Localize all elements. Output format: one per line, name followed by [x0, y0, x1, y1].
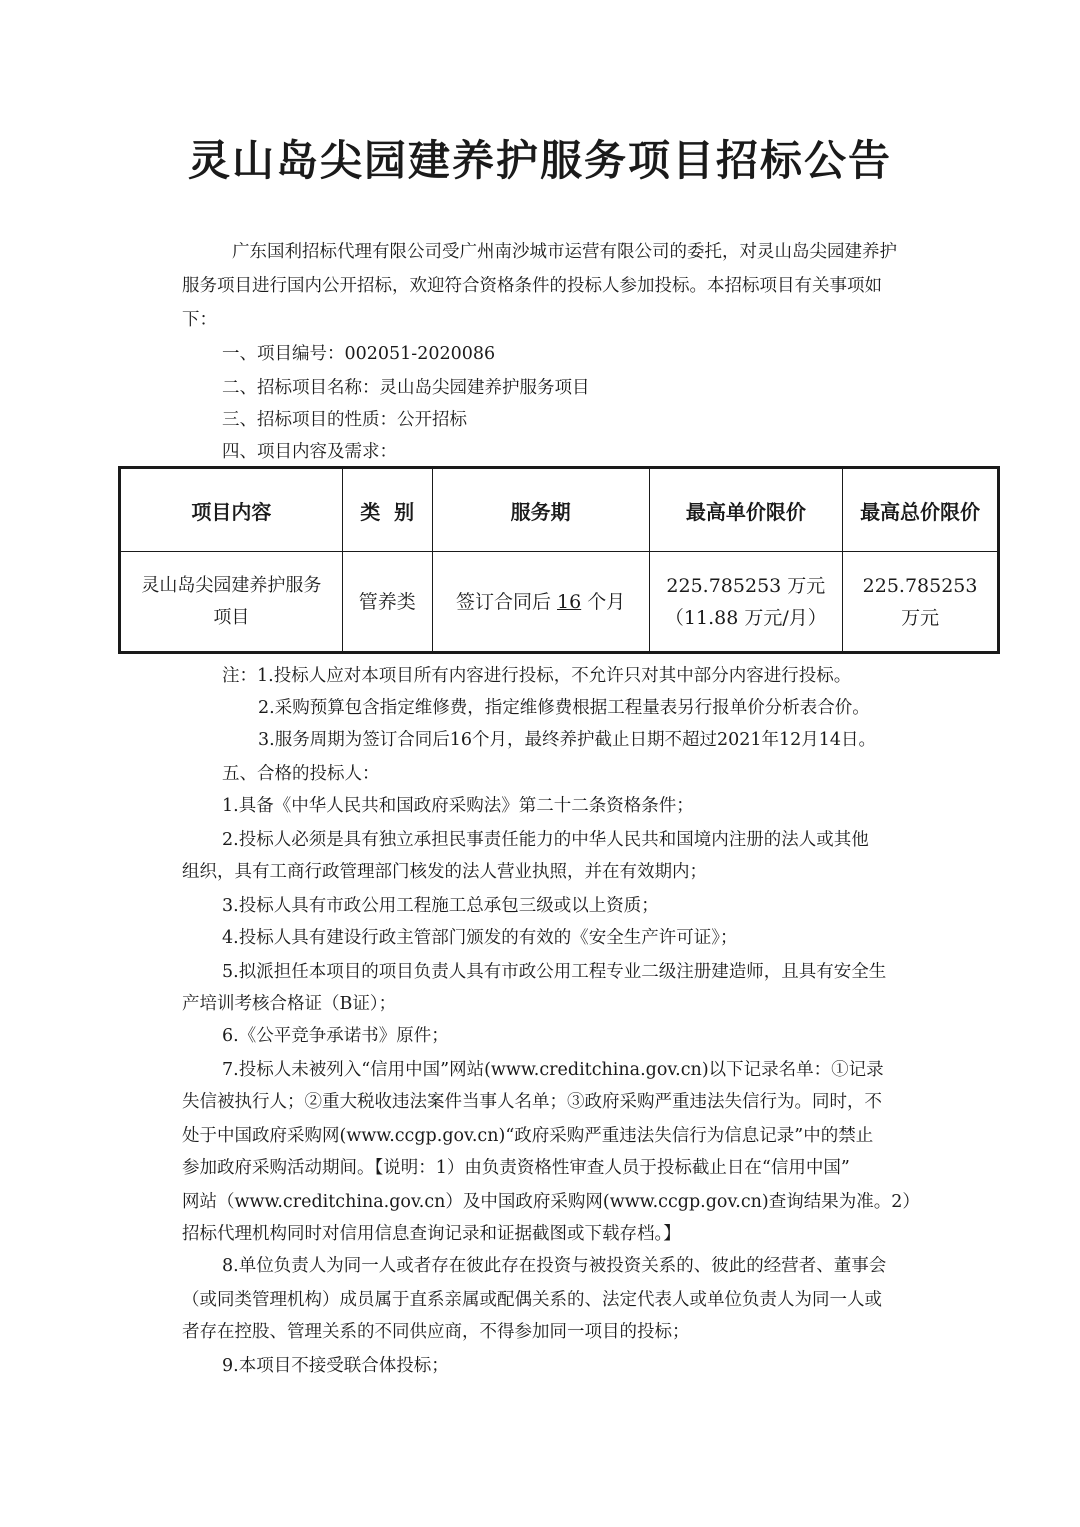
- qualification-8-line-1: 8.单位负责人为同一人或者存在彼此存在投资与被投资关系的、彼此的经营者、董事会: [222, 1256, 887, 1276]
- item-project-nature: 三、招标项目的性质：公开招标: [222, 410, 467, 430]
- intro-line-3: 下：: [182, 310, 217, 330]
- qualification-4: 4.投标人具有建设行政主管部门颁发的有效的《安全生产许可证》；: [222, 928, 738, 948]
- item-project-name: 二、招标项目名称：灵山岛尖园建养护服务项目: [222, 378, 590, 398]
- qualification-3: 3.投标人具有市政公用工程施工总承包三级或以上资质；: [222, 896, 659, 916]
- qualified-heading: 五、合格的投标人：: [222, 764, 380, 784]
- qualification-7-line-4: 参加政府采购活动期间。【说明：1）由负责资格性审查人员于投标截止日在“信用中国”: [182, 1158, 850, 1178]
- intro-line-2: 服务项目进行国内公开招标，欢迎符合资格条件的投标人参加投标。本招标项目有关事项如: [182, 276, 882, 296]
- qualification-7-line-5: 网站（www.creditchina.gov.cn）及中国政府采购网(www.ccgp.gov.cn)查询结果为准。2）: [182, 1192, 920, 1212]
- qualification-7-line-2: 失信被执行人；②重大税收违法案件当事人名单；③政府采购严重违法失信行为。同时，不: [182, 1092, 882, 1112]
- qualification-7-line-3: 处于中国政府采购网(www.ccgp.gov.cn)“政府采购严重违法失信行为信息记录”中的禁止: [182, 1126, 874, 1146]
- period-suffix: 个月: [587, 590, 626, 613]
- qualification-6: 6.《公平竞争承诺书》原件；: [222, 1026, 449, 1046]
- period-months: 16: [557, 590, 582, 613]
- unit-limit-line-1: 225.785253 万元: [666, 574, 826, 597]
- cell-content-line-1: 灵山岛尖园建养护服务: [141, 574, 322, 596]
- qualification-8-line-3: 者存在控股、管理关系的不同供应商，不得参加同一项目的投标；: [182, 1322, 690, 1342]
- cell-total-limit: [843, 552, 999, 653]
- period-prefix: 签订合同后: [455, 590, 551, 613]
- cell-unit-limit: [649, 552, 843, 653]
- header-category: 类 别: [342, 468, 432, 552]
- qualification-1: 1.具备《中华人民共和国政府采购法》第二十二条资格条件；: [222, 796, 694, 816]
- table-header-row: [120, 468, 999, 552]
- cell-content: [120, 552, 343, 653]
- header-total-limit: 最高总价限价: [843, 468, 999, 552]
- cell-period: [432, 552, 649, 653]
- qualification-2-line-1: 2.投标人必须是具有独立承担民事责任能力的中华人民共和国境内注册的法人或其他: [222, 830, 869, 850]
- qualification-9: 9.本项目不接受联合体投标；: [222, 1356, 449, 1376]
- qualification-5-line-1: 5.拟派担任本项目的项目负责人具有市政公用工程专业二级注册建造师，且具有安全生: [222, 962, 887, 982]
- total-limit-line-1: 225.785253: [862, 574, 978, 597]
- note-2: 2.采购预算包含指定维修费，指定维修费根据工程量表另行报单价分析表合价。: [258, 698, 870, 718]
- header-content: 项目内容: [120, 468, 343, 552]
- requirements-table: [118, 466, 1000, 654]
- qualification-7-line-6: 招标代理机构同时对信用信息查询记录和证据截图或下载存档。】: [182, 1224, 681, 1244]
- note-1: 注：1.投标人应对本项目所有内容进行投标，不允许只对其中部分内容进行投标。: [222, 666, 852, 686]
- item-project-number: 一、项目编号：002051-2020086: [222, 344, 496, 364]
- intro-line-1: 广东国利招标代理有限公司受广州南沙城市运营有限公司的委托，对灵山岛尖园建养护: [232, 242, 897, 262]
- qualification-2-line-2: 组织，具有工商行政管理部门核发的法人营业执照，并在有效期内；: [182, 862, 707, 882]
- unit-limit-line-2: （11.88 万元/月）: [664, 606, 827, 629]
- table-row: [120, 552, 999, 653]
- header-period: 服务期: [432, 468, 649, 552]
- note-3: 3.服务周期为签订合同后16个月，最终养护截止日期不超过2021年12月14日。: [258, 730, 877, 750]
- cell-category: 管养类: [342, 552, 432, 653]
- header-unit-limit: 最高单价限价: [649, 468, 843, 552]
- total-limit-line-2: 万元: [901, 606, 940, 629]
- document-title: 灵山岛尖园建养护服务项目招标公告: [187, 136, 892, 185]
- qualification-8-line-2: （或同类管理机构）成员属于直系亲属或配偶关系的、法定代表人或单位负责人为同一人或: [182, 1290, 882, 1310]
- qualification-7-line-1: 7.投标人未被列入“信用中国”网站(www.creditchina.gov.cn)以下记录名单：①记录: [222, 1060, 884, 1080]
- cell-content-line-2: 项目: [213, 606, 250, 628]
- qualification-5-line-2: 产培训考核合格证（B证）；: [182, 994, 397, 1014]
- item-project-content: 四、项目内容及需求：: [222, 442, 397, 462]
